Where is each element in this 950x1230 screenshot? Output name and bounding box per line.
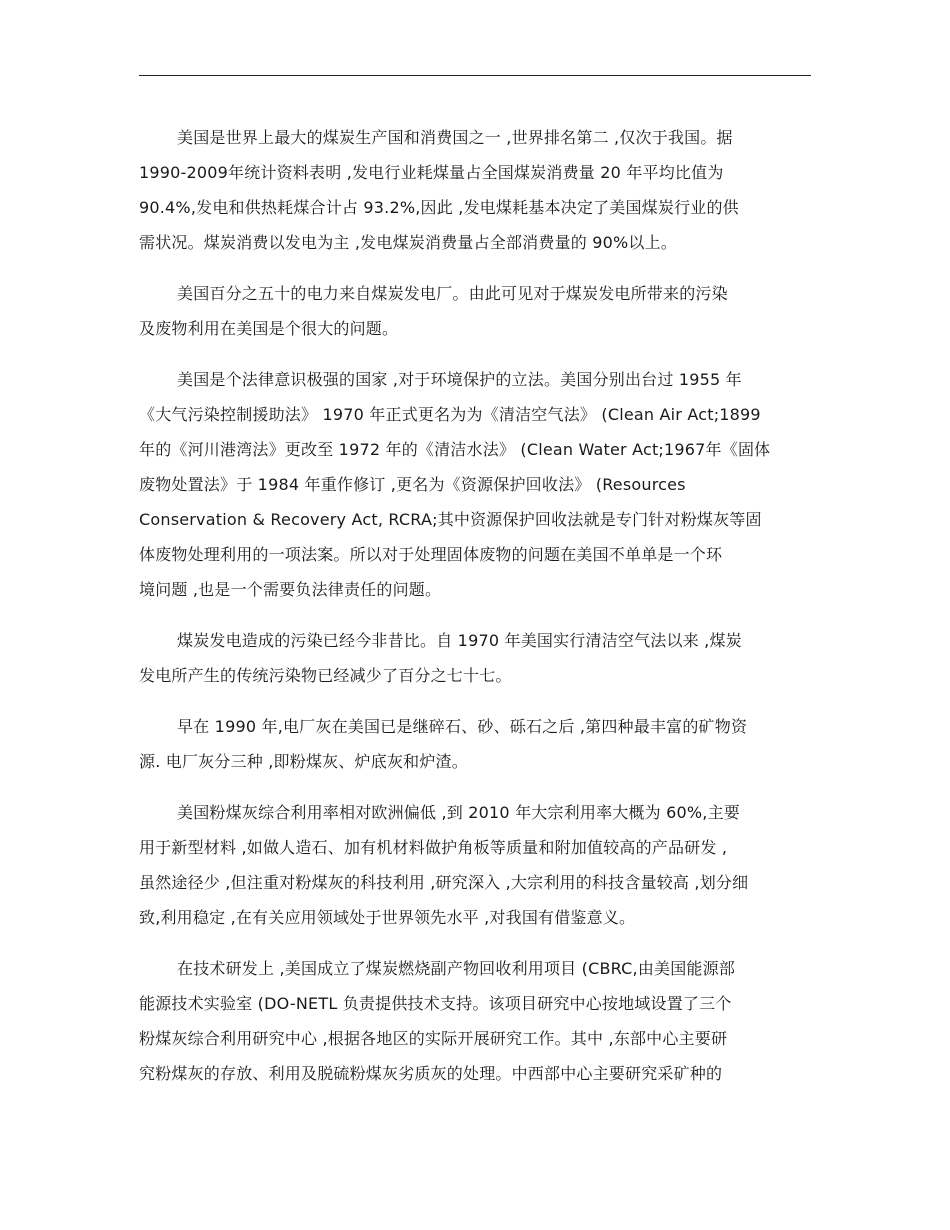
- paragraph-research-program: [139, 951, 811, 1091]
- text-line: 废物处置法》于 1984 年重作修订 ,更名为《资源保护回收法》 (Resources: [139, 475, 686, 494]
- text-line: 美国粉煤灰综合利用率相对欧洲偏低 ,到 2010 年大宗利用率大概为 60%,主要: [177, 803, 740, 822]
- paragraph-coal-production: [139, 120, 811, 260]
- text-line: 究粉煤灰的存放、利用及脱硫粉煤灰劣质灰的处理。中西部中心主要研究采矿种的: [139, 1064, 723, 1083]
- text-line: 粉煤灰综合利用研究中心 ,根据各地区的实际开展研究工作。其中 ,东部中心主要研: [139, 1029, 728, 1048]
- header-rule: [139, 75, 811, 76]
- text-line: 及废物利用在美国是个很大的问题。: [139, 319, 399, 338]
- paragraph-legislation: [139, 362, 811, 607]
- text-line: 1990-2009年统计资料表明 ,发电行业耗煤量占全国煤炭消费量 20 年平均比值为: [139, 163, 724, 182]
- text-line: 需状况。煤炭消费以发电为主 ,发电煤炭消费量占全部消费量的 90%以上。: [139, 233, 678, 252]
- text-line: 体废物处理利用的一项法案。所以对于处理固体废物的问题在美国不单单是一个环: [139, 545, 723, 564]
- text-line: 美国是个法律意识极强的国家 ,对于环境保护的立法。美国分别出台过 1955 年: [177, 370, 742, 389]
- text-line: 煤炭发电造成的污染已经今非昔比。自 1970 年美国实行清洁空气法以来 ,煤炭: [177, 631, 742, 650]
- text-line: 虽然途径少 ,但注重对粉煤灰的科技利用 ,研究深入 ,大宗利用的科技含量较高 ,划分细: [139, 873, 749, 892]
- paragraph-fly-ash-utilization: [139, 795, 811, 935]
- text-line: 发电所产生的传统污染物已经减少了百分之七十七。: [139, 666, 512, 685]
- paragraph-power-share: [139, 276, 811, 346]
- text-line: 在技术研发上 ,美国成立了煤炭燃烧副产物回收利用项目 (CBRC,由美国能源部: [177, 959, 736, 978]
- text-line: 美国是世界上最大的煤炭生产国和消费国之一 ,世界排名第二 ,仅次于我国。据: [177, 128, 733, 147]
- text-line: 境问题 ,也是一个需要负法律责任的问题。: [139, 580, 442, 599]
- text-line: 年的《河川港湾法》更改至 1972 年的《清洁水法》 (Clean Water Act;1967年《固体: [139, 440, 771, 459]
- text-line: 《大气污染控制援助法》 1970 年正式更名为为《清洁空气法》 (Clean Air Act;1899: [139, 405, 761, 424]
- text-line: 致,利用稳定 ,在有关应用领域处于世界领先水平 ,对我国有借鉴意义。: [139, 908, 636, 927]
- text-line: 美国百分之五十的电力来自煤炭发电厂。由此可见对于煤炭发电所带来的污染: [177, 284, 728, 303]
- paragraph-plant-ash: [139, 709, 811, 779]
- text-line: Conservation & Recovery Act, RCRA;其中资源保护回收法就是专门针对粉煤灰等固: [139, 510, 762, 529]
- body-text: [139, 120, 811, 1107]
- text-line: 能源技术实验室 (DO-NETL 负责提供技术支持。该项目研究中心按地域设置了三个: [139, 994, 732, 1013]
- text-line: 90.4%,发电和供热耗煤合计占 93.2%,因此 ,发电煤耗基本决定了美国煤炭行业的供: [139, 198, 739, 217]
- text-line: 源. 电厂灰分三种 ,即粉煤灰、炉底灰和炉渣。: [139, 752, 468, 771]
- paragraph-pollution-reduction: [139, 623, 811, 693]
- text-line: 早在 1990 年,电厂灰在美国已是继碎石、砂、砾石之后 ,第四种最丰富的矿物资: [177, 717, 748, 736]
- text-line: 用于新型材料 ,如做人造石、加有机材料做护角板等质量和附加值较高的产品研发 ,: [139, 838, 728, 857]
